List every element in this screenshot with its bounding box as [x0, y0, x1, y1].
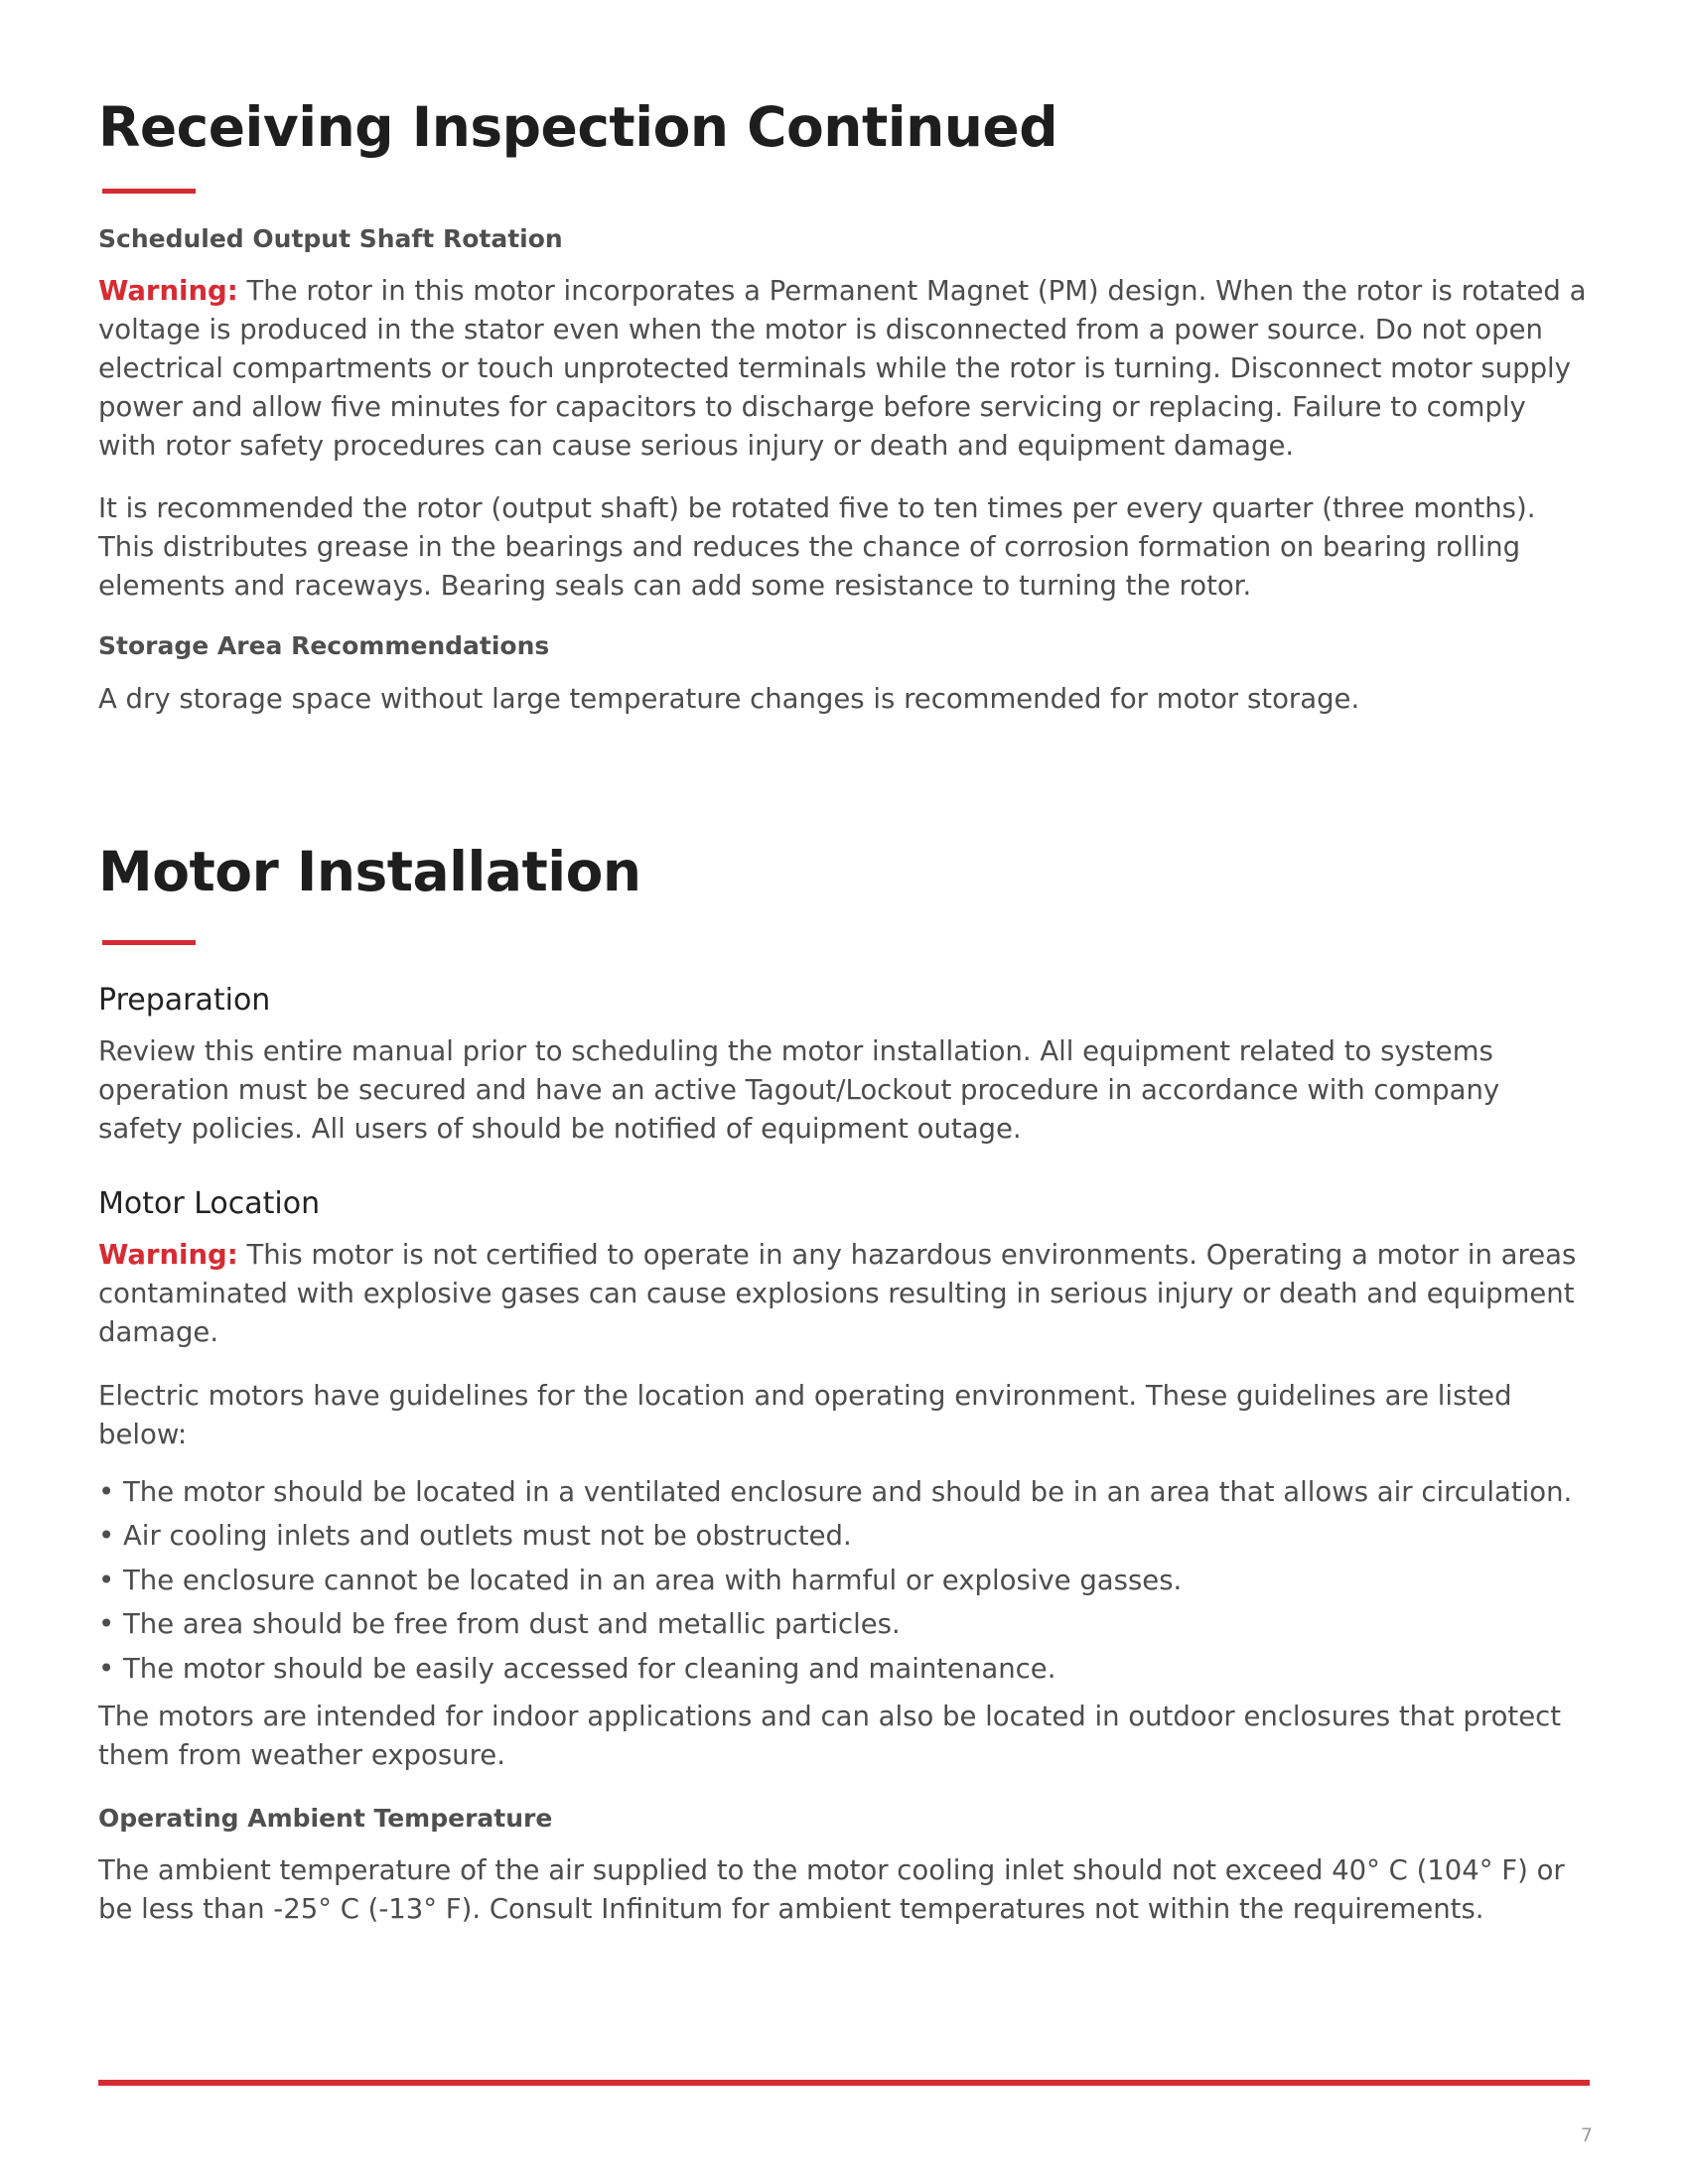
guidelines-list: [98, 1473, 1590, 1694]
warning-paragraph-hazardous: [98, 1236, 1590, 1352]
warning-label: Warning:: [98, 275, 238, 307]
bullet-icon: •: [98, 1564, 115, 1596]
paragraph-preparation: Review this entire manual prior to scheduling the motor installation. All equipment related to systems operation must be secured and have an active Tagout/Lockout procedure in accordance with company safety policies. All users of should be notified of equipment outage.: [98, 1035, 1500, 1145]
list-item: • The motor should be located in a ventilated enclosure and should be in an area that allows air circulation.: [98, 1473, 1590, 1517]
title-underline: [102, 940, 196, 945]
subheading-ambient-temperature: Operating Ambient Temperature: [98, 1804, 553, 1833]
bullet-icon: •: [98, 1608, 115, 1641]
bullet-icon: •: [98, 1476, 115, 1508]
warning-paragraph-rotor: [98, 272, 1590, 466]
warning-label: Warning:: [98, 1239, 238, 1271]
paragraph-location-outro: The motors are intended for indoor applications and can also be located in outdoor enclosures that protect them from weather exposure.: [98, 1701, 1562, 1771]
paragraph-location-intro: Electric motors have guidelines for the location and operating environment. These guidelines are listed below:: [98, 1380, 1512, 1450]
paragraph-storage: A dry storage space without large temperature changes is recommended for motor storage.: [98, 683, 1360, 715]
warning-text: This motor is not certified to operate in any hazardous environments. Operating a motor in areas contaminated with explosive gases can cause explosions resulting in serious injury or death and equipment damage.: [98, 1239, 1577, 1348]
subheading-shaft-rotation: Scheduled Output Shaft Rotation: [98, 224, 563, 253]
section-title-motor-installation: Motor Installation: [98, 840, 641, 903]
paragraph-rotation-recommendation: It is recommended the rotor (output shaft) be rotated five to ten times per every quarter (three months). This distributes grease in the bearings and reduces the chance of corrosion formation on bearing rolling elements and raceways. Bearing seals can add some resistance to turning the rotor.: [98, 492, 1536, 602]
warning-text: The rotor in this motor incorporates a Permanent Magnet (PM) design. When the rotor is rotated a voltage is produced in the stator even when the motor is disconnected from a power source. Do not open electrical compartments or touch unprotected terminals while the rotor is turning. Disconnect motor supply power and allow five minutes for capacitors to discharge before servicing or replacing. Failure to comply with rotor safety procedures can cause serious injury or death and equipment damage.: [98, 275, 1587, 462]
bullet-icon: •: [98, 1652, 115, 1685]
list-item: • The enclosure cannot be located in an area with harmful or explosive gasses.: [98, 1562, 1590, 1605]
footer-rule: [98, 2080, 1590, 2086]
list-item: • The motor should be easily accessed for cleaning and maintenance.: [98, 1650, 1590, 1694]
bullet-icon: •: [98, 1520, 115, 1553]
subheading-storage-area: Storage Area Recommendations: [98, 631, 550, 660]
subheading-motor-location: Motor Location: [98, 1186, 321, 1221]
subheading-preparation: Preparation: [98, 983, 271, 1018]
paragraph-ambient-temperature: The ambient temperature of the air supplied to the motor cooling inlet should not exceed 40° C (104° F) or be less than -25° C (-13° F). Consult Infinitum for ambient temperatures not within the requirements.: [98, 1854, 1565, 1925]
page-number: 7: [1580, 2124, 1593, 2146]
list-item: • The area should be free from dust and metallic particles.: [98, 1605, 1590, 1649]
list-item: • Air cooling inlets and outlets must not be obstructed.: [98, 1517, 1590, 1561]
title-underline: [102, 189, 196, 194]
section-title-receiving-inspection: Receiving Inspection Continued: [98, 95, 1058, 159]
